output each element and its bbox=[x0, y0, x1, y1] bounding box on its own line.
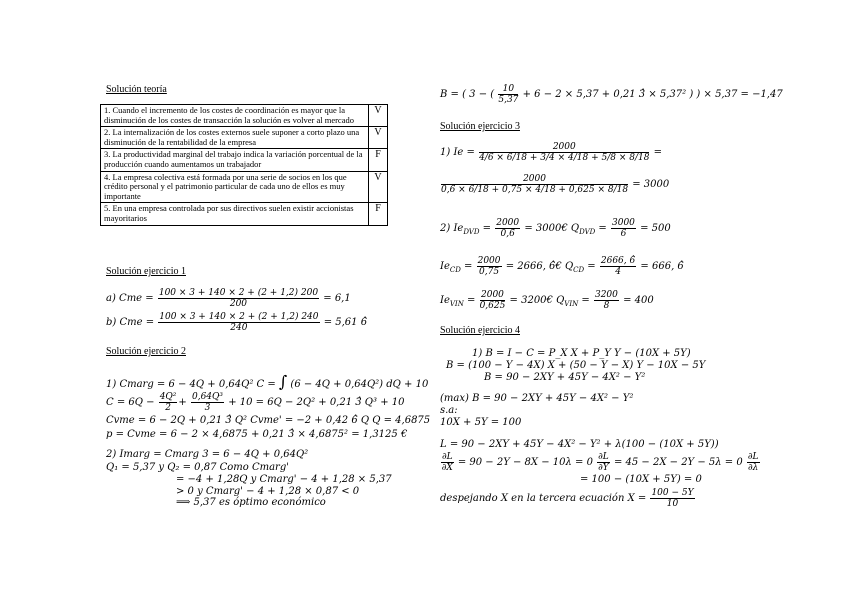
formula-text: = 45 − 2X − 2Y − 5λ = 0 bbox=[613, 457, 743, 468]
formula-text: B = ( 3 − ( bbox=[440, 89, 495, 100]
integral-sign: ∫ bbox=[278, 372, 288, 391]
answer-cell: F bbox=[369, 149, 388, 171]
fraction bbox=[747, 452, 760, 473]
numerator: 0,64Q³ bbox=[191, 392, 224, 402]
exercise-2-line: > 0 y Cmarg' − 4 + 1,28 × 0,87 < 0 bbox=[176, 486, 360, 497]
formula-text: C = 6Q − bbox=[106, 397, 155, 408]
exercise-4-line: L = 90 − 2XY + 45Y − 4X² − Y² + λ(100 − (10X + 5Y)) bbox=[440, 439, 719, 450]
numerator: 2000 bbox=[441, 174, 628, 185]
statement-cell: 3. La productividad marginal del trabajo indica la variación porcentual de la producción cuando aumentamos un trabajador bbox=[101, 149, 369, 171]
exercise-1-a bbox=[106, 288, 351, 309]
exercise-4-line: 1) B = I − C = P_X X + P_Y Y − (10X + 5Y) bbox=[472, 348, 691, 359]
fraction bbox=[597, 452, 610, 473]
fraction bbox=[600, 256, 636, 277]
denominator: 2 bbox=[165, 403, 171, 413]
formula-text: = 3000€ Q bbox=[524, 223, 580, 234]
subscript: VIN bbox=[564, 300, 579, 308]
fraction bbox=[158, 288, 319, 309]
fraction bbox=[479, 142, 649, 163]
fraction bbox=[441, 452, 454, 473]
exercise-2-line: p = Cvme = 6 − 2 × 4,6875 + 0,21 3̂ × 4,6875² = 1,3125 € bbox=[106, 429, 408, 440]
numerator: 2000 bbox=[481, 290, 504, 300]
formula-text: = 90 − 2Y − 8X − 10λ = 0 bbox=[457, 457, 593, 468]
formula-text: 1) Ie = bbox=[440, 147, 475, 158]
fraction bbox=[158, 312, 319, 333]
exercise-2-line: 2) Imarg = Cmarg 3 = 6 − 4Q + 0,64Q² bbox=[106, 449, 309, 460]
denominator: 10 bbox=[666, 499, 679, 509]
answer-cell: V bbox=[369, 127, 388, 149]
fraction bbox=[594, 290, 619, 311]
numerator: 3200 bbox=[594, 290, 618, 300]
exercise-2-line: ⟹ 5,37 es óptimo económico bbox=[176, 497, 326, 508]
denominator: 0,6̂ bbox=[500, 229, 515, 239]
exercise-4-heading: Solución ejercicio 4 bbox=[440, 325, 520, 336]
table-row bbox=[101, 127, 388, 149]
result: = 6,1 bbox=[323, 293, 351, 304]
answer-cell: V bbox=[369, 171, 388, 203]
formula-text: = 400 bbox=[623, 295, 654, 306]
exercise-2-heading: Solución ejercicio 2 bbox=[106, 346, 186, 357]
denominator: 0,625 bbox=[479, 301, 506, 311]
table-row bbox=[101, 149, 388, 171]
fraction bbox=[495, 218, 520, 239]
numerator: 10 bbox=[498, 84, 518, 95]
fraction bbox=[480, 290, 506, 311]
exercise-4-line: = 100 − (10X + 5Y) = 0 bbox=[580, 474, 702, 485]
formula-text: 2) Ie bbox=[440, 223, 464, 234]
exercise-2-line bbox=[106, 372, 428, 391]
exercise-2-line: = −4 + 1,28Q y Cmarg' − 4 + 1,28 × 5,37 bbox=[176, 474, 392, 485]
exercise-3-line: 2) $Ie_{DVD}$ = $\frac{2000}{0,6̂}$ = 3000€ $Q_{DVD}$ = $\frac{3000}{6}$ = 500 bbox=[440, 218, 671, 239]
numerator: 100 − 5Y bbox=[651, 488, 694, 498]
benefit-formula bbox=[440, 84, 783, 105]
statement-cell: 5. En una empresa controlada por sus directivos suelen existir accionistas mayoritarios bbox=[101, 203, 369, 225]
table-row bbox=[101, 105, 388, 127]
formula-text: = 500 bbox=[640, 223, 671, 234]
exercise-1-b bbox=[106, 312, 367, 333]
subscript: DVD bbox=[579, 228, 596, 236]
denominator: 5,37 bbox=[498, 95, 519, 105]
numerator: 100 × 3 + 140 × 2 + (2 + 1,2) 200 bbox=[158, 288, 319, 298]
formula-text: = 2666, 6̂€ Q bbox=[505, 261, 574, 272]
numerator: 100 × 3 + 140 × 2 + (2 + 1,2) 240 bbox=[159, 312, 319, 322]
formula-text: 1) Cmarg = 6 − 4Q + 0,64Q² C = bbox=[106, 379, 279, 390]
denominator: ∂λ bbox=[748, 463, 759, 473]
subscript: VIN bbox=[449, 300, 464, 308]
exercise-4-line: B = (100 − Y − 4X) X + (50 − Y − X) Y − 10X − 5Y bbox=[446, 360, 706, 371]
numerator: 2000 bbox=[496, 218, 520, 228]
formula-text: = 666, 6̂ bbox=[640, 261, 684, 272]
denominator: 4 bbox=[615, 267, 621, 277]
numerator: 2000 bbox=[477, 256, 501, 266]
statement-cell: 1. Cuando el incremento de los costes de coordinación es mayor que la disminución de los costes de transacción la solución es volver al mercado bbox=[101, 105, 369, 127]
denominator: 6 bbox=[620, 229, 627, 239]
subscript: CD bbox=[573, 266, 585, 274]
denominator: 0,6̂ × 6/18 + 0,75 × 4/18 + 0,625 × 8/18 bbox=[441, 185, 629, 195]
denominator: 3 bbox=[204, 403, 211, 413]
exercise-4-line bbox=[440, 488, 696, 509]
formula-prefix: b) Cme = bbox=[106, 317, 155, 328]
numerator: 2666, 6̂ bbox=[600, 256, 636, 266]
statement-cell: 2. La internalización de los costes externos suele suponer a corto plazo una disminución de la rentabilidad de la empresa bbox=[101, 127, 369, 149]
exercise-1-heading: Solución ejercicio 1 bbox=[106, 266, 186, 277]
answer-cell: F bbox=[369, 203, 388, 225]
fraction bbox=[159, 392, 178, 413]
answer-cell: V bbox=[369, 105, 388, 127]
exercise-4-line: 10X + 5Y = 100 bbox=[440, 417, 522, 428]
formula-text: = bbox=[653, 147, 663, 158]
fraction bbox=[611, 218, 636, 239]
table-row bbox=[101, 171, 388, 203]
formula-text: + 10 = 6Q − 2Q² + 0,21 3̂ Q³ + 10 bbox=[228, 397, 405, 408]
exercise-2-line: Q₁ = 5,37 y Q₂ = 0,87 Como Cmarg' bbox=[106, 462, 289, 473]
numerator: ∂L bbox=[747, 452, 759, 462]
exercise-2-line: C = 6Q − $\frac{\text{4Q²}}{2}$ + $\frac{\text{0,64Q³}}{3}$ + 10 = 6Q − 2Q² + 0,21 3̂ Q³ + 10 bbox=[106, 392, 405, 413]
exercise-3-line bbox=[440, 174, 669, 195]
result: = 5,61 6̂ bbox=[323, 317, 368, 328]
exercise-3-line bbox=[440, 142, 662, 163]
fraction bbox=[498, 84, 518, 105]
formula-text: + 6 − 2 × 5,37 + 0,21 3̂ × 5,37² ) ) × 5,37 = −1,47 bbox=[522, 89, 783, 100]
fraction bbox=[441, 174, 628, 195]
formula-text: (6 − 4Q + 0,64Q²) dQ + 10 bbox=[287, 379, 429, 390]
exercise-2-line: Cvme = 6 − 2Q + 0,21 3̂ Q² Cvme' = −2 + 0,42 6̂ Q Q = 4,6875 bbox=[106, 415, 431, 426]
denominator: 4/6 × 6/18 + 3/4 × 4/18 + 5/8 × 8/18 bbox=[479, 153, 650, 163]
denominator: ∂Y bbox=[598, 463, 609, 473]
denominator: 8 bbox=[603, 301, 610, 311]
exercise-3-line: $Ie_{CD}$ = $\frac{2000}{0,75}$ = 2666, 6̂€ $Q_{CD}$ = $\frac{2666, 6̂}{4}$ = 666, 6̂ bbox=[440, 256, 684, 277]
denominator: ∂X bbox=[441, 463, 453, 473]
formula-prefix: a) Cme = bbox=[106, 293, 154, 304]
subscript: DVD bbox=[463, 228, 480, 236]
statement-cell: 4. La empresa colectiva está formada por una serie de socios en los que crédito personal y el patrimonio particular de cada uno de ellos es muy importante bbox=[101, 171, 369, 203]
exercise-4-line: (max) B = 90 − 2XY + 45Y − 4X² − Y² bbox=[440, 393, 634, 404]
numerator: ∂L bbox=[598, 452, 609, 462]
theory-table bbox=[100, 104, 388, 226]
theory-heading: Solución teoría bbox=[106, 84, 167, 95]
numerator: ∂L bbox=[442, 452, 453, 462]
denominator: 0,75 bbox=[479, 267, 500, 277]
formula-text: = 3000 bbox=[632, 179, 670, 190]
numerator: 2000 bbox=[479, 142, 649, 153]
formula-text: = 3200€ Q bbox=[509, 295, 565, 306]
exercise-4-line bbox=[440, 452, 761, 473]
denominator: 240 bbox=[230, 323, 248, 333]
exercise-4-line: s.a: bbox=[440, 405, 458, 416]
fraction bbox=[477, 256, 502, 277]
numerator: 4Q² bbox=[159, 392, 177, 402]
exercise-3-heading: Solución ejercicio 3 bbox=[440, 121, 520, 132]
fraction bbox=[191, 392, 224, 413]
fraction bbox=[650, 488, 694, 509]
formula-text: despejando X en la tercera ecuación X = bbox=[440, 493, 647, 504]
numerator: 3000 bbox=[612, 218, 635, 228]
exercise-4-line: B = 90 − 2XY + 45Y − 4X² − Y² bbox=[484, 372, 646, 383]
exercise-3-line: $Ie_{VIN}$ = $\frac{2000}{0,625}$ = 3200€ $Q_{VIN}$ = $\frac{3200}{8}$ = 400 bbox=[440, 290, 654, 311]
table-row bbox=[101, 203, 388, 225]
subscript: CD bbox=[449, 266, 461, 274]
denominator: 200 bbox=[229, 299, 248, 309]
